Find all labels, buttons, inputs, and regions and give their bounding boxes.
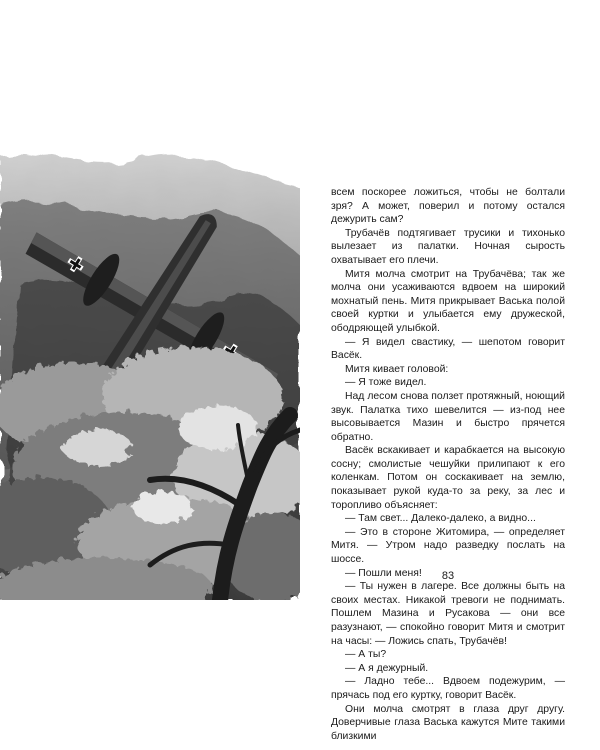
- paragraph: Митя кивает головой:: [345, 363, 449, 375]
- paragraph: — Я видел свастику, — шепотом говорит Васёк.: [331, 336, 565, 362]
- paragraph: — Я тоже видел.: [345, 377, 427, 389]
- paragraph: — Это в стороне Житомира, — определяет Митя. — Утром надо разведку послать на шоссе.: [331, 526, 565, 566]
- paragraph: Митя молча смотрит на Трубачёва; так же молча они усаживаются вдвоем на широкий мохнатый пень. Митя прикрывает Васька полой своей куртки и улыбается ему дружеской, ободряющей улыбкой.: [331, 268, 565, 334]
- paragraph: Васёк вскакивает и карабкается на высокую сосну; смолистые чешуйки прилипают к его коленкам. Потом он соскакивает на землю, показывает рукой куда-то за реку, за лес и торопливо объясняет:: [331, 445, 565, 511]
- paragraph: Над лесом снова ползет протяжный, ноющий звук. Палатка тихо шевелится — из-под нее высовывается Мазин и быстро прячется обратно.: [331, 390, 565, 443]
- paragraph: — Там свет... Далеко-далеко, а видно...: [345, 513, 536, 525]
- illustration-drawing: [0, 145, 300, 600]
- paragraph: — А я дежурный.: [345, 662, 429, 674]
- paragraph: — Ладно тебе... Вдвоем подежурим, — прячась под его куртку, говорит Васёк.: [331, 676, 565, 701]
- paragraph: всем поскорее ложиться, чтобы не болтали зря? А может, поверил и потому остался дежурить сам?: [331, 187, 565, 226]
- paragraph: — Ты нужен в лагере. Все должны быть на своих местах. Никакой тревоги не поднимать. Пошлем Мазина и Русакова — они все разузнают, — спокойно говорит Митя и смотрит на часы: — Ложись спать, Трубачёв!: [331, 581, 565, 647]
- illustration-bomber-over-forest: [0, 145, 300, 600]
- text-column: [331, 186, 565, 743]
- paragraph: — Пошли меня!: [345, 567, 422, 579]
- paragraph: — А ты?: [345, 649, 387, 661]
- page-number: 83: [441, 570, 455, 582]
- paragraph: Трубачёв подтягивает трусики и тихонько вылезает из палатки. Ночная сырость охватывает его плечи.: [331, 227, 565, 266]
- paragraph: Они молча смотрят в глаза друг другу. Доверчивые глаза Васька кажутся Мите такими близкими: [331, 703, 565, 742]
